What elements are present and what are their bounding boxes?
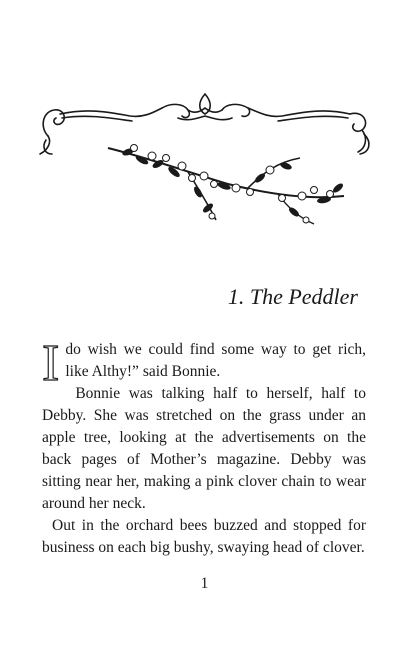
scroll-banner-ornament — [40, 94, 369, 154]
paragraph-2: Bonnie was talking half to herself, half to Debby. She was stretched on the grass under an apple tree, looking at the advertisements on the back pages of Mother’s magazine. Debby was sitting near her, making a pink clover chain to wear around her neck. — [42, 385, 366, 512]
paragraph-1 — [42, 335, 366, 392]
page-number: 1 — [200, 575, 209, 592]
paragraph-3: Out in the orchard bees buzzed and stopped for business on each big bushy, swaying head of clover. — [42, 517, 366, 556]
chapter-header-ornament — [38, 88, 372, 238]
drop-cap: I — [42, 335, 60, 392]
chapter-title: 1. The Peddler — [227, 284, 358, 309]
paragraph-1-text: do wish we could find some way to get rich, like Althy!” said Bonnie. — [65, 341, 366, 380]
apple-blossom-branch-illustration — [108, 145, 345, 225]
chapter-body — [42, 335, 366, 559]
